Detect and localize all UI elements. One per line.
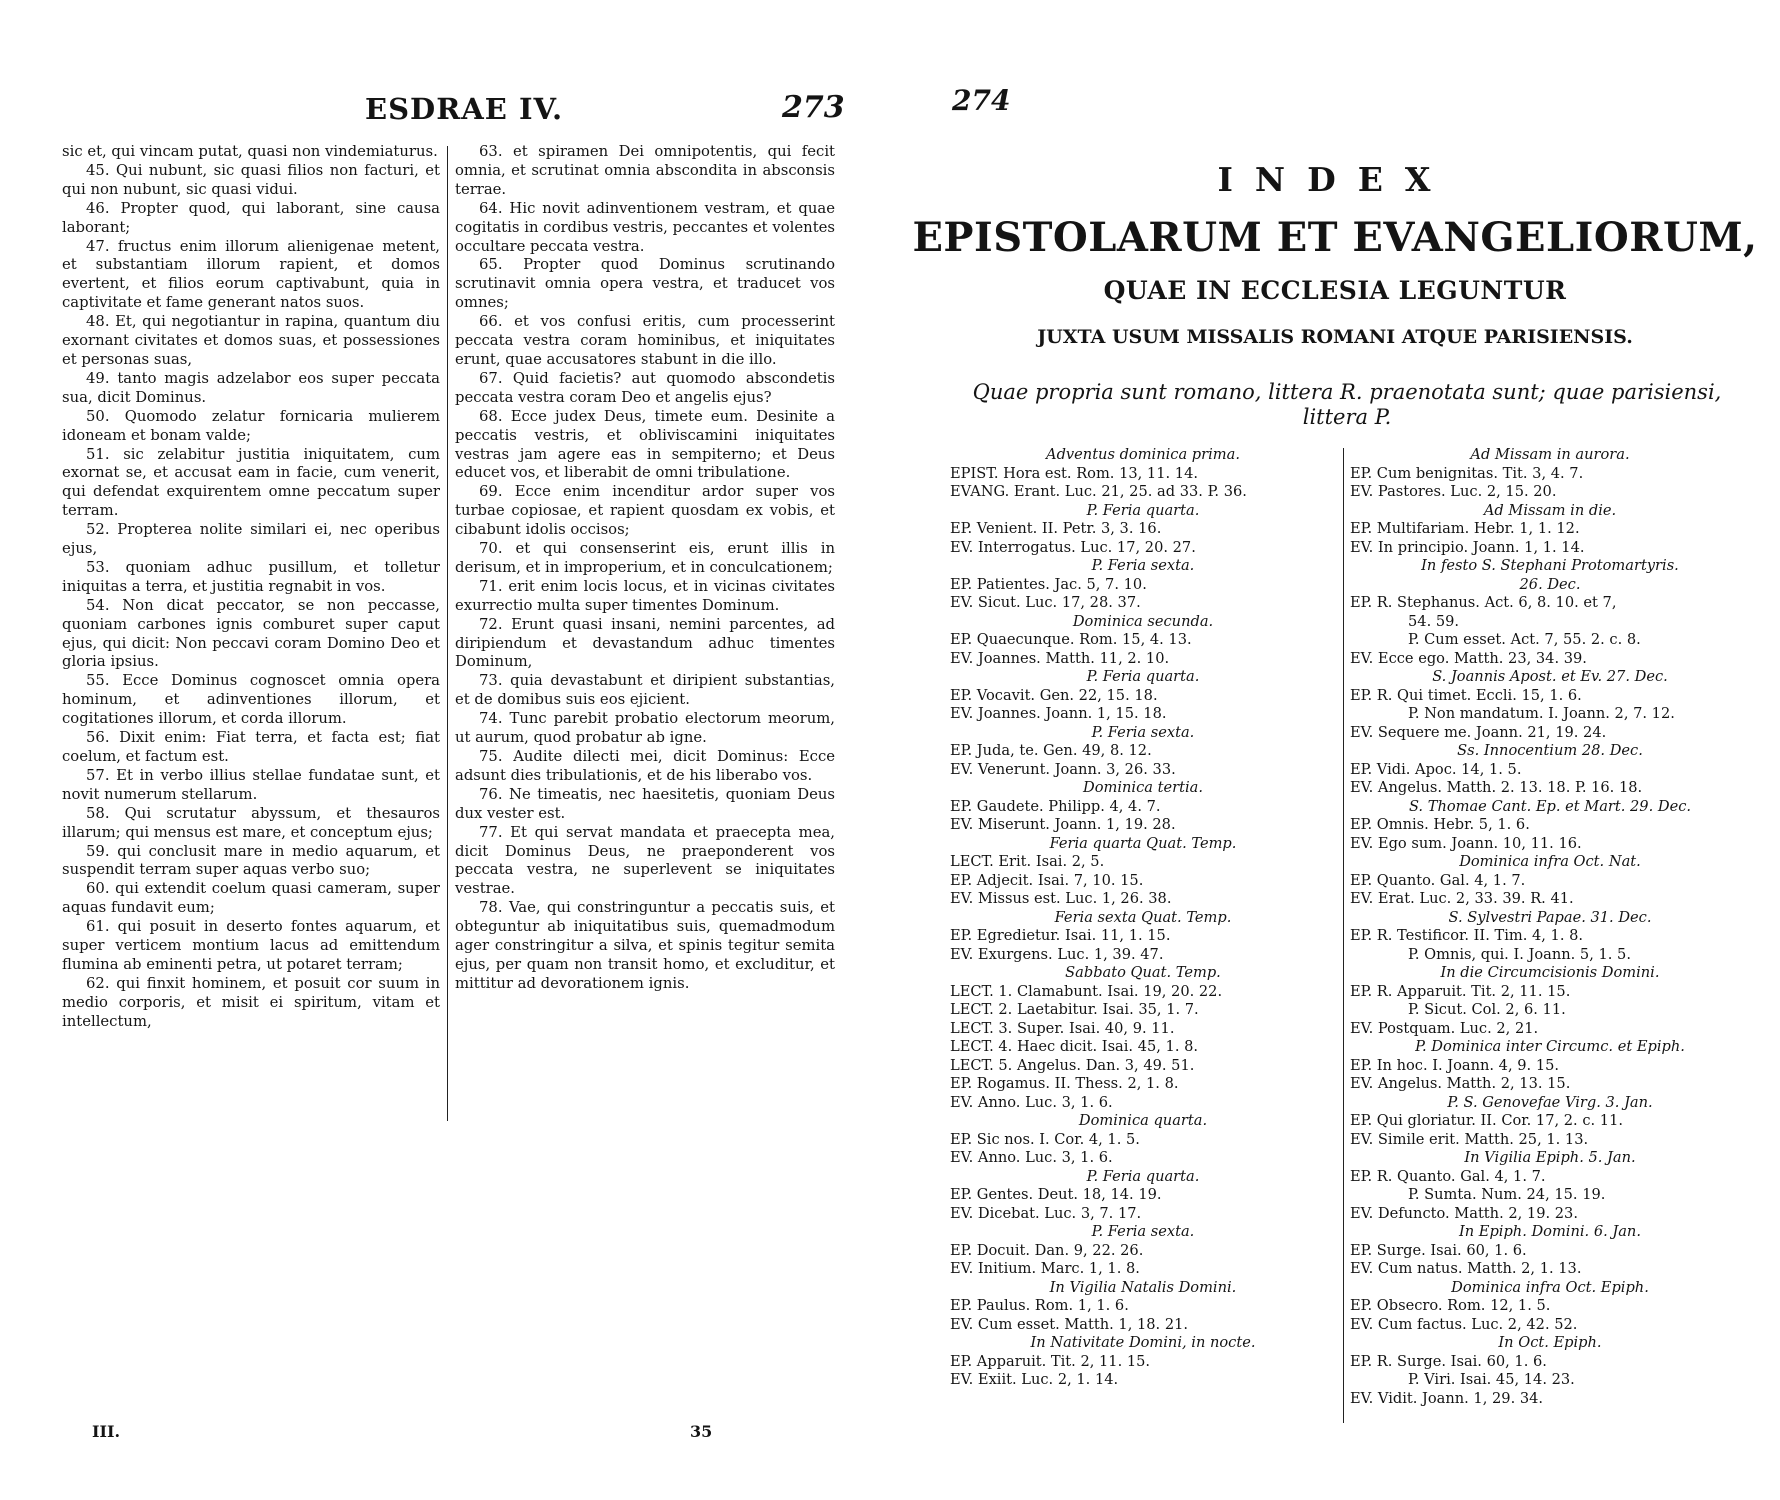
verse: 50. Quomodo zelatur fornicaria mulierem idoneam et bonam valde;	[62, 407, 440, 444]
verse: 46. Propter quod, qui laborant, sine causa laborant;	[62, 199, 440, 236]
verse: 61. qui posuit in deserto fontes aquarum, et super verticem montium lacus ad emittendum flumina ab eminenti petra, ut potaret terram;	[62, 918, 440, 973]
index-heading: 26. Dec.	[1519, 575, 1581, 593]
index-entry: EV. Vidit. Joann. 1, 29. 34.	[1350, 1389, 1544, 1407]
verse: 60. qui extendit coelum quasi cameram, super aquas fundavit eum;	[62, 880, 440, 917]
index-note: Quae propria sunt romano, littera R. praenotata sunt; quae parisiensi, littera P.	[972, 380, 1722, 429]
index-entry: EV. Anno. Luc. 3, 1. 6.	[950, 1149, 1113, 1166]
index-heading: In Oct. Epiph.	[1498, 1334, 1602, 1351]
verse: 54. Non dicat peccator, se non peccasse, quoniam carbones ignis comburet super caput ejus, qui dicit: Non peccavi coram Domino Deo et gloria ipsius.	[62, 596, 440, 671]
verse: 51. sic zelabitur justitia iniquitatem, cum exornat se, et accusat eam in facie, cum venerit, qui defendat exquirentem omne peccatum super terram.	[62, 445, 440, 520]
index-entry: EP. Apparuit. Tit. 2, 11. 15.	[950, 1352, 1151, 1370]
index-main-title: EPISTOLARUM ET EVANGELIORUM,	[912, 214, 1758, 261]
index-heading: Ss. Innocentium 28. Dec.	[1457, 742, 1643, 759]
verse: 62. qui finxit hominem, et posuit cor suum in medio corporis, et misit ei spiritum, vitam et intellectum,	[62, 974, 440, 1030]
index-entry: EV. Postquam. Luc. 2, 21.	[1350, 1019, 1539, 1037]
index-entry: 54. 59.	[1408, 612, 1460, 630]
verse: 57. Et in verbo illius stellae fundatae sunt, et novit numerum stellarum.	[62, 766, 440, 803]
index-entry: EV. Missus est. Luc. 1, 26. 38.	[950, 890, 1172, 907]
index-heading: Feria sexta Quat. Temp.	[1054, 908, 1232, 926]
index-heading: P. Feria sexta.	[1091, 723, 1195, 741]
index-entry: EP. In hoc. I. Joann. 4, 9. 15.	[1350, 1056, 1560, 1074]
index-heading: P. Feria quarta.	[1086, 1167, 1200, 1185]
verse: 69. Ecce enim incenditur ardor super vos turbae copiosae, et rapient quosdam ex vobis, et cibabunt idolis occisos;	[455, 483, 835, 539]
index-entry: LECT. 2. Laetabitur. Isai. 35, 1. 7.	[950, 1001, 1199, 1018]
index-entry: EP. Gaudete. Philipp. 4, 4. 7.	[950, 797, 1161, 815]
index-heading: Dominica tertia.	[1083, 779, 1203, 796]
index-entry: LECT. 1. Clamabunt. Isai. 19, 20. 22.	[950, 982, 1223, 1000]
verse: sic et, qui vincam putat, quasi non vindemiaturus.	[62, 143, 438, 160]
verse: 47. fructus enim illorum alienigenae metent, et substantiam illorum rapient, et domos evertent, et filios eorum captivabunt, quia in captivitate et fame generant natos suos.	[62, 237, 440, 312]
index-entry: EV. Dicebat. Luc. 3, 7. 17.	[950, 1204, 1142, 1222]
index-entry: EP. Cum benignitas. Tit. 3, 4. 7.	[1350, 464, 1584, 482]
index-heading: P. Feria quarta.	[1086, 501, 1200, 519]
index-entry: EP. Egredietur. Isai. 11, 1. 15.	[950, 927, 1171, 944]
index-entry: EVANG. Erant. Luc. 21, 25. ad 33. P. 36.	[950, 483, 1247, 500]
index-entry: EV. Cum natus. Matth. 2, 1. 13.	[1350, 1260, 1582, 1277]
index-heading: Dominica secunda.	[1072, 612, 1214, 630]
page-number-right: 274	[952, 84, 1011, 117]
index-column-left	[950, 446, 1336, 1390]
verse: 75. Audite dilecti mei, dicit Dominus: Ecce adsunt dies tribulationis, et de his liberabo vos.	[455, 748, 835, 784]
verse: 64. Hic novit adinventionem vestram, et quae cogitatis in cordibus vestris, peccantes et volentes occultare peccata vestra.	[455, 199, 835, 255]
index-entry: EP. R. Surge. Isai. 60, 1. 6.	[1350, 1352, 1547, 1370]
index-entry: EP. Venient. II. Petr. 3, 3. 16.	[950, 520, 1162, 537]
verse: 59. qui conclusit mare in medio aquarum, et suspendit terram super aquas verbo suo;	[62, 842, 440, 879]
index-entry: EV. Interrogatus. Luc. 17, 20. 27.	[950, 538, 1196, 556]
index-entry: EP. Quanto. Gal. 4, 1. 7.	[1350, 871, 1526, 889]
index-entry: EP. Multifariam. Hebr. 1, 1. 12.	[1350, 520, 1580, 537]
index-entry: EP. R. Stephanus. Act. 6, 8. 10. et 7,	[1350, 594, 1617, 611]
index-entry: P. Sicut. Col. 2, 6. 11.	[1408, 1001, 1566, 1018]
verse: 67. Quid facietis? aut quomodo abscondetis peccata vestra coram Deo et angelis ejus?	[455, 369, 835, 406]
index-entry: EPIST. Hora est. Rom. 13, 11. 14.	[950, 464, 1198, 482]
index-entry: EV. Sequere me. Joann. 21, 19. 24.	[1350, 723, 1607, 741]
index-entry: EP. R. Apparuit. Tit. 2, 11. 15.	[1350, 982, 1571, 1000]
verse: 74. Tunc parebit probatio electorum meorum, ut aurum, quod probatur ab igne.	[455, 710, 835, 747]
index-entry: EV. Exurgens. Luc. 1, 39. 47.	[950, 945, 1164, 963]
index-entry: EV. Ego sum. Joann. 10, 11. 16.	[1350, 834, 1582, 852]
index-subtitle: QUAE IN ECCLESIA LEGUNTUR	[1103, 276, 1567, 305]
index-entry: EP. Surge. Isai. 60, 1. 6.	[1350, 1241, 1527, 1259]
index-heading: In Epiph. Domini. 6. Jan.	[1459, 1223, 1641, 1240]
index-entry: EV. Erat. Luc. 2, 33. 39. R. 41.	[1350, 890, 1574, 907]
index-column-rule	[1343, 448, 1344, 1423]
index-entry: EP. Quaecunque. Rom. 15, 4. 13.	[950, 631, 1192, 648]
verse: 73. quia devastabunt et diripient substantias, et de domibus suis eos ejicient.	[455, 672, 835, 709]
index-heading: P. Feria sexta.	[1091, 1223, 1195, 1240]
verse: 55. Ecce Dominus cognoscet omnia opera hominum, et adinventiones illorum, et cogitationes illorum, et corda illorum.	[62, 672, 440, 728]
index-entry: EP. Qui gloriatur. II. Cor. 17, 2. c. 11.	[1350, 1112, 1623, 1129]
index-heading: Dominica infra Oct. Epiph.	[1451, 1278, 1649, 1296]
verse: 78. Vae, qui constringuntur a peccatis suis, et obteguntur ab iniquitatibus suis, quemadmodum ager constringitur a silva, et spinis tegitur semita ejus, per quam non transit homo, et excluditur, et mittitur ad devorationem ignis.	[455, 899, 835, 992]
index-entry: P. Omnis, qui. I. Joann. 5, 1. 5.	[1408, 945, 1631, 963]
index-entry: EP. Omnis. Hebr. 5, 1. 6.	[1350, 816, 1530, 833]
page-number-left: 273	[782, 90, 845, 125]
index-entry: EP. Juda, te. Gen. 49, 8. 12.	[950, 742, 1152, 759]
index-entry: EV. Venerunt. Joann. 3, 26. 33.	[950, 760, 1176, 778]
index-heading: Adventus dominica prima.	[1046, 446, 1240, 463]
column-rule	[447, 146, 448, 1121]
index-entry: EP. Rogamus. II. Thess. 2, 1. 8.	[950, 1075, 1179, 1092]
verse: 49. tanto magis adzelabor eos super peccata sua, dicit Dominus.	[62, 369, 440, 406]
index-entry: LECT. 5. Angelus. Dan. 3, 49. 51.	[950, 1056, 1195, 1074]
verse: 52. Propterea nolite similari ei, nec operibus ejus,	[62, 521, 440, 558]
text-column-right	[455, 143, 835, 994]
verse: 65. Propter quod Dominus scrutinando scrutinavit omnia opera vestra, et traducet vos omnes;	[455, 256, 835, 312]
index-entry: EP. Sic nos. I. Cor. 4, 1. 5.	[950, 1130, 1140, 1148]
verse: 63. et spiramen Dei omnipotentis, qui fecit omnia, et scrutinat omnia abscondita in absconsis terrae.	[455, 143, 835, 198]
index-heading: In Vigilia Epiph. 5. Jan.	[1464, 1149, 1636, 1166]
index-entry: LECT. 4. Haec dicit. Isai. 45, 1. 8.	[950, 1038, 1199, 1055]
quire-number: 35	[690, 1422, 713, 1441]
index-subtitle-2: JUXTA USUM MISSALIS ROMANI ATQUE PARISIENSIS.	[1037, 326, 1633, 348]
index-heading: S. Joannis Apost. et Ev. 27. Dec.	[1432, 668, 1668, 685]
verse: 66. et vos confusi eritis, cum processerint peccata vestra coram hominibus, et iniquitates erunt, quae accusatores stabunt in die illo.	[455, 313, 835, 368]
index-heading: Dominica infra Oct. Nat.	[1459, 853, 1641, 870]
verse: 68. Ecce judex Deus, timete eum. Desinite a peccatis vestris, et obliviscamini iniquitates vestras jam agere eas in sempiterno; et Deus educet vos, et liberabit de omni tribulatione.	[455, 407, 835, 482]
index-entry: EV. Initium. Marc. 1, 1. 8.	[950, 1260, 1140, 1277]
index-heading: P. Feria sexta.	[1091, 557, 1195, 574]
index-entry: EP. Gentes. Deut. 18, 14. 19.	[950, 1186, 1162, 1203]
index-entry: EP. Docuit. Dan. 9, 22. 26.	[950, 1241, 1144, 1259]
index-entry: EV. Pastores. Luc. 2, 15. 20.	[1350, 483, 1557, 500]
index-heading: In Nativitate Domini, in nocte.	[1030, 1334, 1256, 1351]
index-entry: EP. Vidi. Apoc. 14, 1. 5.	[1350, 760, 1522, 778]
index-entry: EV. Defuncto. Matth. 2, 19. 23.	[1350, 1204, 1578, 1222]
signature-mark: III.	[92, 1422, 121, 1441]
index-heading: Ad Missam in aurora.	[1470, 446, 1630, 463]
index-entry: LECT. 3. Super. Isai. 40, 9. 11.	[950, 1019, 1175, 1037]
index-entry: P. Cum esset. Act. 7, 55. 2. c. 8.	[1408, 631, 1641, 648]
index-entry: EP. Adjecit. Isai. 7, 10. 15.	[950, 871, 1144, 889]
verse: 45. Qui nubunt, sic quasi filios non facturi, et qui non nubunt, sic quasi vidui.	[62, 161, 440, 198]
right-page	[890, 0, 1780, 1500]
index-entry: EV. Ecce ego. Matth. 23, 34. 39.	[1350, 649, 1587, 667]
index-heading: Ad Missam in die.	[1483, 501, 1617, 519]
index-entry: EV. Angelus. Matth. 2, 13. 15.	[1350, 1075, 1571, 1092]
index-heading: Sabbato Quat. Temp.	[1065, 964, 1221, 981]
index-heading: P. Feria quarta.	[1086, 668, 1200, 685]
verse: 70. et qui consenserint eis, erunt illis in derisum, et in improperium, et in conculcationem;	[455, 540, 835, 576]
index-entry: EP. R. Quanto. Gal. 4, 1. 7.	[1350, 1167, 1546, 1185]
verse: 77. Et qui servat mandata et praecepta mea, dicit Dominus Deus, ne praeponderent vos peccata vestra, ne superlevent se iniquitates vestrae.	[455, 823, 835, 898]
index-heading: In Vigilia Natalis Domini.	[1049, 1278, 1237, 1296]
index-entry: EV. Exiit. Luc. 2, 1. 14.	[950, 1371, 1119, 1388]
verse: 58. Qui scrutatur abyssum, et thesauros illarum; qui mensus est mare, et conceptum ejus;	[62, 804, 440, 841]
verse: 48. Et, qui negotiantur in rapina, quantum diu exornant civitates et domos suas, et possessiones et personas suas,	[62, 313, 440, 368]
verse: 53. quoniam adhuc pusillum, et tolletur iniquitas a terra, et justitia regnabit in vos.	[62, 558, 440, 595]
index-entry: EV. Miserunt. Joann. 1, 19. 28.	[950, 816, 1176, 833]
index-entry: EV. Joannes. Matth. 11, 2. 10.	[950, 649, 1170, 667]
verse: 72. Erunt quasi insani, nemini parcentes, ad diripiendum et devastandum adhuc timentes Dominum,	[455, 615, 835, 671]
index-heading: In festo S. Stephani Protomartyris.	[1421, 557, 1679, 574]
index-entry: EP. R. Qui timet. Eccli. 15, 1. 6.	[1350, 686, 1582, 704]
index-entry: EP. Patientes. Jac. 5, 7. 10.	[950, 575, 1147, 593]
index-heading: P. Dominica inter Circumc. et Epiph.	[1415, 1038, 1685, 1055]
text-column-left	[62, 143, 440, 1032]
index-heading: Feria quarta Quat. Temp.	[1049, 834, 1237, 852]
index-heading: S. Sylvestri Papae. 31. Dec.	[1448, 908, 1652, 926]
index-entry: EV. Cum factus. Luc. 2, 42. 52.	[1350, 1315, 1578, 1333]
running-title: ESDRAE IV.	[365, 92, 564, 126]
verse: 71. erit enim locis locus, et in vicinas civitates exurrectio multa super timentes Dominum.	[455, 577, 835, 614]
index-entry: LECT. Erit. Isai. 2, 5.	[950, 853, 1105, 870]
index-entry: EV. Anno. Luc. 3, 1. 6.	[950, 1093, 1113, 1111]
index-column-right	[1350, 446, 1750, 1408]
index-entry: EV. Joannes. Joann. 1, 15. 18.	[950, 705, 1167, 722]
index-entry: EP. Obsecro. Rom. 12, 1. 5.	[1350, 1297, 1551, 1314]
verse: 56. Dixit enim: Fiat terra, et facta est; fiat coelum, et factum est.	[62, 729, 440, 765]
index-entry: EV. Simile erit. Matth. 25, 1. 13.	[1350, 1130, 1589, 1148]
index-entry: EP. Vocavit. Gen. 22, 15. 18.	[950, 686, 1158, 704]
index-entry: EV. Sicut. Luc. 17, 28. 37.	[950, 594, 1141, 611]
index-entry: EV. Angelus. Matth. 2. 13. 18. P. 16. 18.	[1350, 779, 1643, 796]
index-heading: P. S. Genovefae Virg. 3. Jan.	[1447, 1093, 1653, 1111]
index-entry: P. Non mandatum. I. Joann. 2, 7. 12.	[1408, 705, 1675, 722]
index-heading: Dominica quarta.	[1078, 1112, 1208, 1129]
index-entry: EP. Paulus. Rom. 1, 1. 6.	[950, 1297, 1129, 1314]
index-entry: EP. R. Testificor. II. Tim. 4, 1. 8.	[1350, 927, 1584, 944]
index-heading: In die Circumcisionis Domini.	[1440, 964, 1660, 981]
index-entry: EV. Cum esset. Matth. 1, 18. 21.	[950, 1315, 1189, 1333]
index-entry: EV. In principio. Joann. 1, 1. 14.	[1350, 538, 1585, 556]
index-entry: P. Viri. Isai. 45, 14. 23.	[1408, 1371, 1575, 1388]
index-title: INDEX	[1217, 160, 1453, 199]
verse: 76. Ne timeatis, nec haesitetis, quoniam Deus dux vester est.	[455, 785, 835, 822]
index-entry: P. Sumta. Num. 24, 15. 19.	[1408, 1186, 1606, 1203]
index-heading: S. Thomae Cant. Ep. et Mart. 29. Dec.	[1408, 797, 1692, 815]
